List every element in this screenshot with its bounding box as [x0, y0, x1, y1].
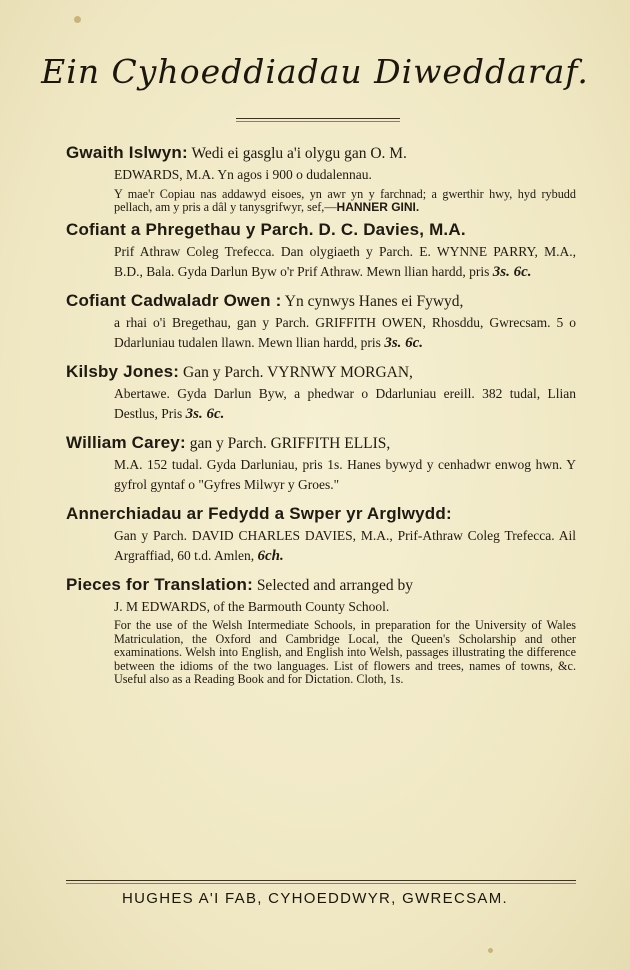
entry-heading-line: [66, 290, 576, 313]
page-title: Ein Cyhoeddiadau Diweddaraf.: [41, 52, 589, 91]
entry-description-text: a rhai o'i Bregethau, gan y Parch. GRIFFITH OWEN, Rhosddu, Gwrecsam. 5 o Ddarluniau tudalen llawn. Mewn llian hardd, pris: [114, 314, 576, 350]
entry-description-text: Gan y Parch. DAVID CHARLES DAVIES, M.A., Prif-Athraw Coleg Trefecca. Ail Argraffiad, 60 t.d. Amlen,: [114, 527, 576, 563]
publisher-imprint: HUGHES A'I FAB, CYHOEDDWYR, GWRECSAM.: [121, 890, 508, 907]
entry-heading-line: [66, 361, 576, 384]
entry-description-text: Prif Athraw Coleg Trefecca. Dan olygiaeth y Parch. E. WYNNE PARRY, M.A., B.D., Bala. Gyda Darlun Byw o'r Prif Athraw. Mewn llian hardd, pris: [114, 243, 576, 279]
entry-title: Cofiant a Phregethau y Parch. D. C. Davies, M.A.: [66, 219, 466, 239]
entry-description: [66, 242, 576, 283]
entry-heading-line: [66, 142, 576, 165]
entry-subtitle: gan y Parch. GRIFFITH ELLIS,: [189, 434, 391, 452]
entry-title: Pieces for Translation:: [66, 574, 253, 594]
entry-description: EDWARDS, M.A. Yn agos i 900 o dudalennau.: [114, 167, 372, 182]
list-item: [66, 361, 576, 425]
entry-description: J. M EDWARDS, of the Barmouth County School.: [114, 598, 390, 614]
list-item: [66, 432, 576, 496]
entry-note: For the use of the Welsh Intermediate Schools, in preparation for the University of Wales Matriculation, the Oxford and Cambridge Local, the Queen's Scholarship and other examinations. Welsh into English, and English into Welsh, passages illustrating the difference between the idioms of the two languages. List of flowers and trees, names of towns, &c. Useful also as a Reading Book and for Dictation. Cloth, 1s.: [114, 618, 576, 686]
list-item: [66, 290, 576, 354]
entry-heading-line: [66, 574, 576, 597]
paper-spot: [488, 948, 493, 953]
paper-spot: [74, 16, 81, 23]
entry-heading-line: [66, 432, 576, 455]
entry-heading-line: [66, 503, 576, 526]
entry-note: [66, 188, 576, 215]
publication-list: [66, 142, 576, 694]
list-item: [66, 574, 576, 687]
list-item: [66, 219, 576, 283]
entry-title: Cofiant Cadwaladr Owen :: [66, 290, 282, 310]
entry-price: 6ch.: [257, 548, 284, 564]
entry-description: [66, 313, 576, 354]
entry-price: 3s. 6c.: [185, 406, 225, 422]
entry-subtitle: Selected and arranged by: [256, 576, 414, 594]
list-item: [66, 503, 576, 567]
entry-price: 3s. 6c.: [492, 264, 532, 280]
entry-title: Kilsby Jones:: [66, 361, 180, 381]
entry-title: William Carey:: [66, 432, 186, 452]
title-divider: [236, 118, 400, 119]
entry-description: [66, 526, 576, 567]
entry-note-price: HANNER GINI.: [336, 200, 420, 214]
entry-description: M.A. 152 tudal. Gyda Darluniau, pris 1s. Hanes bywyd y cenhadwr enwog hwn. Y gyfrol gyntaf o "Gyfres Milwyr y Groes.": [114, 456, 576, 492]
footer-divider: [66, 880, 576, 881]
title-divider: [236, 121, 400, 122]
entry-subtitle: Gan y Parch. VYRNWY MORGAN,: [183, 363, 413, 381]
entry-title: Annerchiadau ar Fedydd a Swper yr Arglwydd:: [66, 503, 452, 523]
entry-subtitle: Wedi ei gasglu a'i olygu gan O. M.: [191, 145, 407, 162]
entry-note-text: Y mae'r Copiau nas addawyd eisoes, yn awr yn y farchnad; a gwerthir hwy, hyd rybudd pellach, am y pris a dâl y tanysgrifwyr, sef,—: [114, 186, 576, 214]
entry-price: 3s. 6c.: [384, 335, 424, 351]
entry-heading-line: [66, 219, 576, 242]
footer-divider: [66, 883, 576, 884]
entry-subtitle: Yn cynwys Hanes ei Fywyd,: [284, 292, 464, 310]
entry-description: [66, 384, 576, 425]
entry-description-text: Abertawe. Gyda Darlun Byw, a phedwar o Ddarluniau ereill. 382 tudal, Llian Destlus, Pris: [114, 385, 576, 421]
list-item: [66, 142, 576, 215]
entry-title: Gwaith Islwyn:: [66, 143, 188, 162]
